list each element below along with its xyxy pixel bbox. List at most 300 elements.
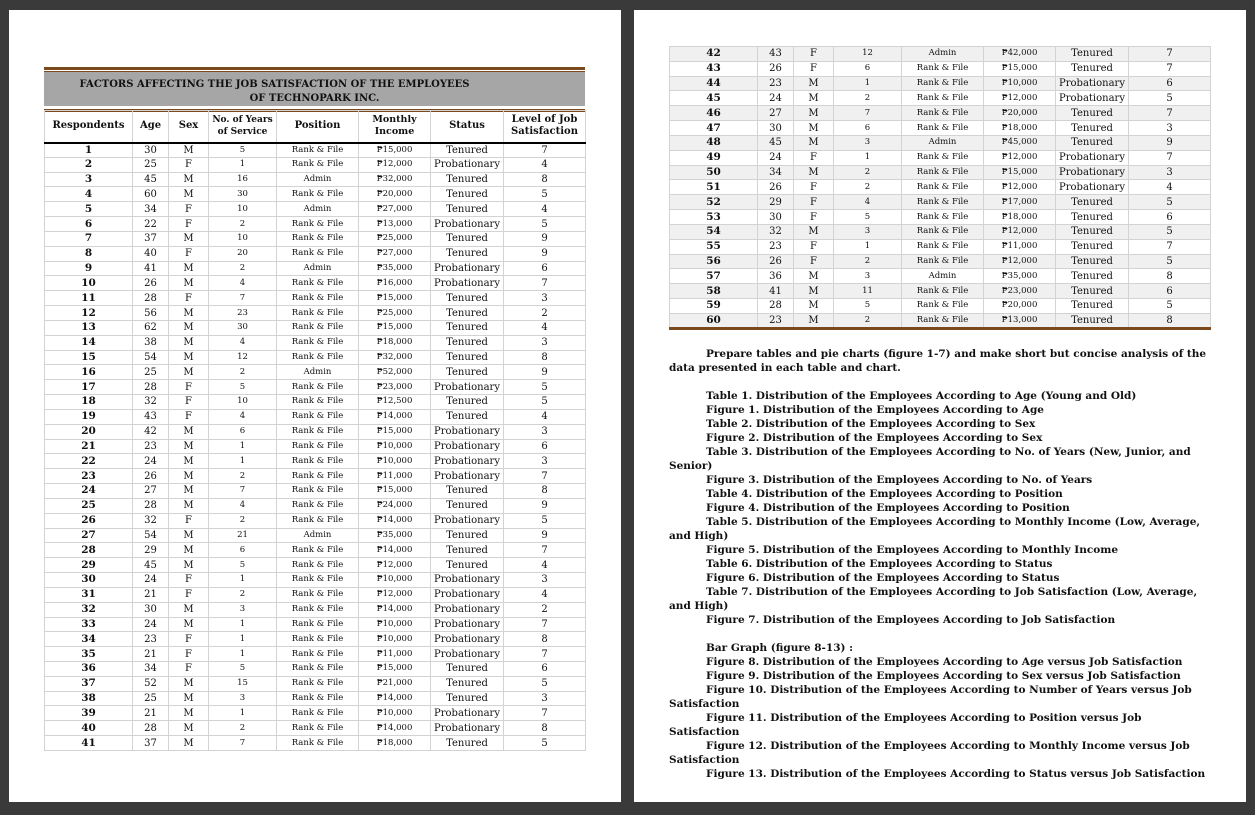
position-cell: Admin — [277, 202, 359, 217]
position-cell: Rank & File — [902, 180, 984, 195]
satisfaction-cell: 9 — [504, 498, 586, 513]
status-cell: Probationary — [1056, 76, 1129, 91]
status-cell: Probationary — [431, 424, 504, 439]
satisfaction-cell: 5 — [504, 380, 586, 395]
status-cell: Probationary — [431, 157, 504, 172]
respondent-cell: 48 — [670, 135, 758, 150]
sex-cell: M — [169, 439, 209, 454]
position-cell: Rank & File — [277, 469, 359, 484]
position-cell: Rank & File — [902, 91, 984, 106]
age-cell: 23 — [133, 439, 169, 454]
respondent-cell: 6 — [45, 217, 133, 232]
satisfaction-cell: 4 — [504, 558, 586, 573]
years-cell: 3 — [209, 691, 277, 706]
years-cell: 1 — [834, 76, 902, 91]
bar-task-item: Figure 13. Distribution of the Employees According to Status versus Job Satisfaction — [706, 768, 1206, 780]
status-cell: Probationary — [1056, 150, 1129, 165]
income-cell: ₱15,000 — [359, 143, 431, 158]
age-cell: 27 — [133, 484, 169, 499]
years-cell: 6 — [209, 543, 277, 558]
position-cell: Rank & File — [902, 254, 984, 269]
sex-cell: F — [169, 395, 209, 410]
satisfaction-cell: 5 — [1129, 254, 1211, 269]
position-cell: Rank & File — [277, 632, 359, 647]
status-cell: Tenured — [431, 187, 504, 202]
income-cell: ₱14,000 — [359, 602, 431, 617]
years-cell: 21 — [209, 528, 277, 543]
respondent-cell: 5 — [45, 202, 133, 217]
respondent-cell: 4 — [45, 187, 133, 202]
sex-cell: F — [169, 632, 209, 647]
years-cell: 11 — [834, 284, 902, 299]
status-cell: Probationary — [431, 632, 504, 647]
status-cell: Tenured — [431, 350, 504, 365]
years-cell: 7 — [209, 736, 277, 751]
satisfaction-cell: 7 — [504, 543, 586, 558]
position-cell: Rank & File — [277, 306, 359, 321]
respondent-cell: 42 — [670, 47, 758, 62]
respondent-cell: 3 — [45, 172, 133, 187]
sex-cell: F — [169, 587, 209, 602]
sex-cell: F — [169, 202, 209, 217]
years-cell: 4 — [209, 409, 277, 424]
header-years-of-service: No. of Years of Service — [209, 111, 277, 143]
satisfaction-cell: 4 — [504, 587, 586, 602]
status-cell: Tenured — [431, 231, 504, 246]
sex-cell: M — [169, 320, 209, 335]
pie-task-item: Figure 5. Distribution of the Employees According to Monthly Income — [706, 544, 1119, 556]
satisfaction-cell: 7 — [504, 647, 586, 662]
satisfaction-cell: 4 — [504, 202, 586, 217]
respondent-cell: 15 — [45, 350, 133, 365]
table-row — [670, 239, 1211, 254]
position-cell: Rank & File — [277, 661, 359, 676]
bar-task-item: Figure 8. Distribution of the Employees According to Age versus Job Satisfaction — [706, 656, 1183, 668]
position-cell: Rank & File — [277, 350, 359, 365]
satisfaction-cell: 3 — [504, 573, 586, 588]
sex-cell: M — [169, 143, 209, 158]
table-row — [45, 380, 586, 395]
age-cell: 23 — [133, 632, 169, 647]
table-row — [45, 543, 586, 558]
table-row — [45, 439, 586, 454]
years-cell: 10 — [209, 202, 277, 217]
table-row — [45, 721, 586, 736]
age-cell: 21 — [133, 587, 169, 602]
age-cell: 37 — [133, 231, 169, 246]
age-cell: 37 — [133, 736, 169, 751]
status-cell: Probationary — [431, 706, 504, 721]
income-cell: ₱15,000 — [359, 291, 431, 306]
status-cell: Tenured — [431, 365, 504, 380]
position-cell: Rank & File — [277, 602, 359, 617]
table-row — [670, 150, 1211, 165]
years-cell: 6 — [834, 61, 902, 76]
satisfaction-cell: 7 — [504, 617, 586, 632]
respondent-cell: 35 — [45, 647, 133, 662]
title-line-2: OF TECHNOPARK INC. — [249, 93, 380, 104]
respondent-cell: 60 — [670, 313, 758, 328]
position-cell: Rank & File — [902, 150, 984, 165]
status-cell: Tenured — [431, 676, 504, 691]
respondent-cell: 18 — [45, 395, 133, 410]
position-cell: Rank & File — [277, 587, 359, 602]
years-cell: 5 — [834, 299, 902, 314]
respondent-cell: 16 — [45, 365, 133, 380]
status-cell: Tenured — [1056, 239, 1129, 254]
satisfaction-cell: 3 — [1129, 121, 1211, 136]
years-cell: 1 — [209, 573, 277, 588]
satisfaction-cell: 7 — [1129, 150, 1211, 165]
satisfaction-cell: 5 — [504, 736, 586, 751]
position-cell: Rank & File — [902, 106, 984, 121]
satisfaction-cell: 8 — [504, 484, 586, 499]
sex-cell: M — [794, 76, 834, 91]
age-cell: 25 — [133, 691, 169, 706]
position-cell: Rank & File — [902, 165, 984, 180]
income-cell: ₱12,000 — [359, 157, 431, 172]
respondent-cell: 11 — [45, 291, 133, 306]
table-row — [670, 210, 1211, 225]
sex-cell: M — [794, 313, 834, 328]
income-cell: ₱15,000 — [984, 61, 1056, 76]
years-cell: 15 — [209, 676, 277, 691]
position-cell: Rank & File — [277, 380, 359, 395]
table-row — [45, 484, 586, 499]
age-cell: 30 — [133, 602, 169, 617]
satisfaction-cell: 8 — [504, 632, 586, 647]
age-cell: 32 — [133, 513, 169, 528]
table-row — [45, 172, 586, 187]
respondent-cell: 46 — [670, 106, 758, 121]
years-cell: 5 — [209, 558, 277, 573]
bar-task-item: Figure 9. Distribution of the Employees According to Sex versus Job Satisfaction — [706, 670, 1181, 682]
respondent-cell: 55 — [670, 239, 758, 254]
years-cell: 5 — [209, 143, 277, 158]
position-cell: Rank & File — [277, 706, 359, 721]
satisfaction-cell: 3 — [504, 335, 586, 350]
satisfaction-cell: 4 — [504, 320, 586, 335]
income-cell: ₱52,000 — [359, 365, 431, 380]
age-cell: 43 — [758, 47, 794, 62]
position-cell: Rank & File — [277, 187, 359, 202]
pie-task-item: Table 5. Distribution of the Employees According to Monthly Income (Low, Average, and High) — [669, 516, 1201, 542]
income-cell: ₱15,000 — [359, 484, 431, 499]
income-cell: ₱18,000 — [359, 335, 431, 350]
income-cell: ₱17,000 — [984, 195, 1056, 210]
respondent-cell: 23 — [45, 469, 133, 484]
satisfaction-cell: 6 — [504, 439, 586, 454]
pie-task-item: Table 3. Distribution of the Employees According to No. of Years (New, Junior, and Senior) — [669, 446, 1191, 472]
sex-cell: F — [794, 150, 834, 165]
years-cell: 4 — [209, 276, 277, 291]
position-cell: Rank & File — [277, 439, 359, 454]
income-cell: ₱11,000 — [359, 469, 431, 484]
position-cell: Rank & File — [277, 157, 359, 172]
table-row — [45, 217, 586, 232]
sex-cell: M — [169, 454, 209, 469]
sex-cell: M — [169, 231, 209, 246]
sex-cell: M — [169, 365, 209, 380]
sex-cell: M — [169, 602, 209, 617]
table-row — [45, 395, 586, 410]
satisfaction-cell: 2 — [504, 602, 586, 617]
satisfaction-cell: 9 — [504, 231, 586, 246]
position-cell: Rank & File — [277, 424, 359, 439]
pie-task-item: Table 6. Distribution of the Employees According to Status — [706, 558, 1053, 570]
status-cell: Tenured — [1056, 269, 1129, 284]
respondent-cell: 27 — [45, 528, 133, 543]
table-row — [45, 202, 586, 217]
income-cell: ₱14,000 — [359, 691, 431, 706]
age-cell: 52 — [133, 676, 169, 691]
sex-cell: F — [169, 380, 209, 395]
years-cell: 7 — [209, 484, 277, 499]
position-cell: Rank & File — [902, 284, 984, 299]
table-row — [45, 143, 586, 158]
status-cell: Tenured — [431, 661, 504, 676]
sex-cell: M — [169, 498, 209, 513]
table-row — [45, 424, 586, 439]
years-cell: 7 — [834, 106, 902, 121]
respondent-cell: 33 — [45, 617, 133, 632]
sex-cell: F — [169, 217, 209, 232]
income-cell: ₱13,000 — [359, 217, 431, 232]
income-cell: ₱21,000 — [359, 676, 431, 691]
satisfaction-cell: 8 — [504, 721, 586, 736]
income-cell: ₱20,000 — [359, 187, 431, 202]
status-cell: Probationary — [431, 217, 504, 232]
sex-cell: F — [794, 210, 834, 225]
age-cell: 29 — [133, 543, 169, 558]
respondent-cell: 2 — [45, 157, 133, 172]
sex-cell: M — [169, 558, 209, 573]
age-cell: 24 — [133, 454, 169, 469]
table-body — [45, 143, 586, 751]
sex-cell: M — [169, 484, 209, 499]
table-body-continued — [670, 47, 1211, 329]
years-cell: 5 — [834, 210, 902, 225]
position-cell: Rank & File — [277, 276, 359, 291]
years-cell: 2 — [209, 365, 277, 380]
age-cell: 45 — [758, 135, 794, 150]
satisfaction-cell: 6 — [1129, 210, 1211, 225]
years-cell: 2 — [834, 313, 902, 328]
position-cell: Admin — [277, 528, 359, 543]
income-cell: ₱14,000 — [359, 409, 431, 424]
age-cell: 28 — [758, 299, 794, 314]
status-cell: Probationary — [431, 380, 504, 395]
pie-task-item: Figure 6. Distribution of the Employees According to Status — [706, 572, 1060, 584]
pie-task-item: Table 7. Distribution of the Employees According to Job Satisfaction (Low, Average, and High) — [669, 586, 1198, 612]
years-cell: 3 — [209, 602, 277, 617]
table-row — [45, 706, 586, 721]
status-cell: Tenured — [1056, 224, 1129, 239]
years-cell: 1 — [834, 150, 902, 165]
satisfaction-cell: 8 — [1129, 313, 1211, 328]
respondent-cell: 56 — [670, 254, 758, 269]
sex-cell: F — [794, 195, 834, 210]
position-cell: Rank & File — [277, 513, 359, 528]
income-cell: ₱11,000 — [359, 647, 431, 662]
status-cell: Tenured — [431, 736, 504, 751]
years-cell: 2 — [209, 513, 277, 528]
years-cell: 4 — [209, 335, 277, 350]
income-cell: ₱10,000 — [359, 573, 431, 588]
income-cell: ₱12,500 — [359, 395, 431, 410]
years-cell: 1 — [209, 157, 277, 172]
sex-cell: M — [794, 121, 834, 136]
satisfaction-cell: 9 — [504, 528, 586, 543]
status-cell: Tenured — [1056, 47, 1129, 62]
respondent-cell: 24 — [45, 484, 133, 499]
status-cell: Tenured — [431, 691, 504, 706]
years-cell: 2 — [834, 91, 902, 106]
years-cell: 2 — [209, 217, 277, 232]
table-row — [45, 291, 586, 306]
table-row — [670, 61, 1211, 76]
position-cell: Rank & File — [902, 76, 984, 91]
years-cell: 3 — [834, 135, 902, 150]
table-row — [45, 157, 586, 172]
table-row — [670, 284, 1211, 299]
respondent-cell: 45 — [670, 91, 758, 106]
header-respondents: Respondents — [45, 111, 133, 143]
age-cell: 23 — [758, 239, 794, 254]
years-cell: 2 — [209, 587, 277, 602]
respondent-cell: 59 — [670, 299, 758, 314]
age-cell: 30 — [758, 210, 794, 225]
respondent-cell: 41 — [45, 736, 133, 751]
table-row — [670, 269, 1211, 284]
sex-cell: M — [169, 736, 209, 751]
position-cell: Rank & File — [277, 335, 359, 350]
years-cell: 2 — [834, 180, 902, 195]
table-row — [45, 513, 586, 528]
income-cell: ₱10,000 — [359, 706, 431, 721]
respondent-cell: 36 — [45, 661, 133, 676]
age-cell: 23 — [758, 313, 794, 328]
age-cell: 26 — [758, 61, 794, 76]
status-cell: Probationary — [431, 439, 504, 454]
position-cell: Rank & File — [277, 320, 359, 335]
status-cell: Tenured — [1056, 195, 1129, 210]
respondent-cell: 28 — [45, 543, 133, 558]
header-position: Position — [277, 111, 359, 143]
sex-cell: F — [169, 291, 209, 306]
status-cell: Probationary — [431, 647, 504, 662]
age-cell: 34 — [133, 202, 169, 217]
age-cell: 41 — [133, 261, 169, 276]
income-cell: ₱24,000 — [359, 498, 431, 513]
income-cell: ₱10,000 — [359, 632, 431, 647]
years-cell: 3 — [834, 269, 902, 284]
status-cell: Tenured — [431, 528, 504, 543]
satisfaction-cell: 3 — [504, 691, 586, 706]
sex-cell: M — [794, 224, 834, 239]
position-cell: Rank & File — [902, 210, 984, 225]
position-cell: Rank & File — [277, 721, 359, 736]
respondent-cell: 38 — [45, 691, 133, 706]
age-cell: 32 — [758, 224, 794, 239]
age-cell: 62 — [133, 320, 169, 335]
age-cell: 45 — [133, 558, 169, 573]
status-cell: Tenured — [431, 498, 504, 513]
table-row — [45, 187, 586, 202]
age-cell: 25 — [133, 365, 169, 380]
position-cell: Rank & File — [277, 647, 359, 662]
table-row — [670, 224, 1211, 239]
age-cell: 29 — [758, 195, 794, 210]
respondent-cell: 7 — [45, 231, 133, 246]
status-cell: Tenured — [431, 291, 504, 306]
sex-cell: F — [794, 239, 834, 254]
table-header-row — [45, 111, 586, 143]
age-cell: 24 — [758, 91, 794, 106]
income-cell: ₱18,000 — [359, 736, 431, 751]
income-cell: ₱27,000 — [359, 202, 431, 217]
age-cell: 60 — [133, 187, 169, 202]
age-cell: 34 — [133, 661, 169, 676]
age-cell: 24 — [758, 150, 794, 165]
age-cell: 27 — [758, 106, 794, 121]
satisfaction-cell: 7 — [1129, 239, 1211, 254]
position-cell: Rank & File — [277, 543, 359, 558]
age-cell: 23 — [758, 76, 794, 91]
table-row — [45, 365, 586, 380]
position-cell: Admin — [277, 261, 359, 276]
status-cell: Tenured — [1056, 313, 1129, 328]
table-row — [670, 121, 1211, 136]
satisfaction-cell: 7 — [1129, 47, 1211, 62]
sex-cell: M — [794, 106, 834, 121]
income-cell: ₱15,000 — [359, 424, 431, 439]
sex-cell: F — [794, 47, 834, 62]
respondent-cell: 40 — [45, 721, 133, 736]
sex-cell: F — [169, 647, 209, 662]
status-cell: Tenured — [431, 484, 504, 499]
position-cell: Admin — [277, 172, 359, 187]
position-cell: Rank & File — [277, 736, 359, 751]
satisfaction-cell: 5 — [504, 513, 586, 528]
bar-task-item: Figure 11. Distribution of the Employees According to Position versus Job Satisfaction — [669, 712, 1142, 738]
age-cell: 40 — [133, 246, 169, 261]
age-cell: 28 — [133, 380, 169, 395]
age-cell: 54 — [133, 350, 169, 365]
income-cell: ₱12,000 — [359, 587, 431, 602]
table-row — [45, 661, 586, 676]
income-cell: ₱14,000 — [359, 543, 431, 558]
respondent-cell: 19 — [45, 409, 133, 424]
status-cell: Tenured — [1056, 210, 1129, 225]
position-cell: Rank & File — [902, 239, 984, 254]
satisfaction-cell: 5 — [504, 395, 586, 410]
satisfaction-cell: 7 — [504, 276, 586, 291]
years-cell: 1 — [209, 647, 277, 662]
header-status: Status — [431, 111, 504, 143]
position-cell: Rank & File — [277, 676, 359, 691]
pie-task-item: Table 2. Distribution of the Employees According to Sex — [706, 418, 1036, 430]
age-cell: 30 — [133, 143, 169, 158]
sex-cell: M — [794, 269, 834, 284]
status-cell: Tenured — [431, 395, 504, 410]
satisfaction-cell: 6 — [1129, 76, 1211, 91]
status-cell: Probationary — [431, 617, 504, 632]
sex-cell: F — [169, 573, 209, 588]
position-cell: Rank & File — [277, 291, 359, 306]
table-row — [670, 180, 1211, 195]
satisfaction-cell: 3 — [504, 454, 586, 469]
